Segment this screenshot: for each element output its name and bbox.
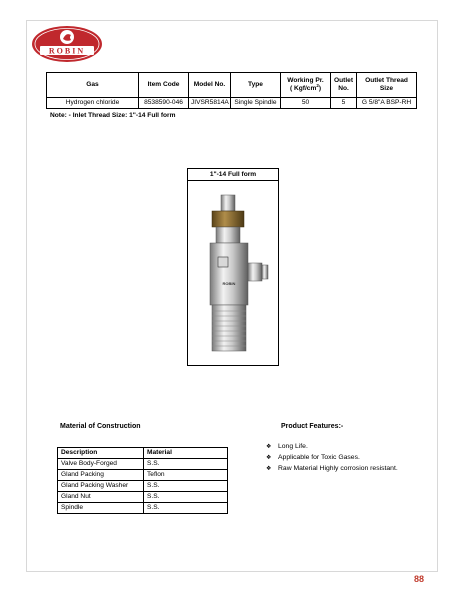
feature-text: Long Life. xyxy=(278,443,308,450)
header-outlet-no-line1: Outlet xyxy=(333,77,354,84)
cell-outlet-no: 5 xyxy=(331,98,357,109)
page-number: 88 xyxy=(414,574,425,584)
cell-working-pressure: 50 xyxy=(281,98,331,109)
table-row xyxy=(58,470,228,481)
figure-caption: 1"-14 Full form xyxy=(188,169,278,181)
material-table-header-row xyxy=(58,448,228,459)
cell-item-code: 8538590-046 xyxy=(139,98,189,109)
cell-material: S.S. xyxy=(144,481,228,492)
product-figure xyxy=(187,168,279,366)
header-outlet-no xyxy=(331,73,357,98)
header-description: Description xyxy=(58,448,144,459)
table-row xyxy=(58,492,228,503)
logo-text: ROBIN xyxy=(48,46,86,56)
valve-image xyxy=(188,181,278,365)
header-outlet-no-line2: No. xyxy=(338,85,349,92)
list-item xyxy=(266,441,398,452)
list-item xyxy=(266,463,398,474)
cell-outlet-thread: G 5/8"A BSP-RH xyxy=(357,98,417,109)
spec-table xyxy=(46,72,417,109)
header-model-no: Model No. xyxy=(189,73,231,98)
diamond-bullet-icon: ❖ xyxy=(266,466,272,472)
header-working-pressure-unit: ( Kgf/cm xyxy=(289,85,317,92)
inlet-thread-note: Note: - Inlet Thread Size: 1"-14 Full form xyxy=(50,112,176,119)
cell-description: Gland Nut xyxy=(58,492,144,503)
valve-engraving: ROBIN xyxy=(222,281,236,286)
header-working-pressure-sup: 2 xyxy=(316,82,319,88)
table-row xyxy=(47,98,417,109)
features-section-title: Product Features:- xyxy=(281,423,344,430)
material-table xyxy=(57,447,228,514)
cell-material: S.S. xyxy=(144,503,228,514)
cell-material: S.S. xyxy=(144,492,228,503)
table-row xyxy=(58,503,228,514)
table-row xyxy=(58,481,228,492)
table-row xyxy=(58,459,228,470)
material-section-title: Material of Construction xyxy=(60,423,141,430)
diamond-bullet-icon: ❖ xyxy=(266,455,272,461)
header-outlet-thread-line2: Size xyxy=(379,85,394,92)
header-type: Type xyxy=(231,73,281,98)
header-working-pressure-label: Working Pr. xyxy=(287,77,324,84)
cell-material: Teflon xyxy=(144,470,228,481)
spec-table-header-row xyxy=(47,73,417,98)
cell-description: Spindle xyxy=(58,503,144,514)
diamond-bullet-icon: ❖ xyxy=(266,444,272,450)
header-item-code: Item Code xyxy=(139,73,189,98)
header-working-pressure xyxy=(281,73,331,98)
cell-description: Gland Packing Washer xyxy=(58,481,144,492)
header-outlet-thread xyxy=(357,73,417,98)
header-outlet-thread-line1: Outlet Thread xyxy=(365,77,408,84)
feature-text: Applicable for Toxic Gases. xyxy=(278,454,360,461)
cell-description: Valve Body-Forged xyxy=(58,459,144,470)
feature-text: Raw Material Highly corrosion resistant. xyxy=(278,465,398,472)
header-working-pressure-close: ) xyxy=(318,85,322,92)
header-gas: Gas xyxy=(47,73,139,98)
cell-model-no: JIVSR5814A xyxy=(189,98,231,109)
header-material: Material xyxy=(144,448,228,459)
cell-material: S.S. xyxy=(144,459,228,470)
cell-type: Single Spindle xyxy=(231,98,281,109)
cell-gas: Hydrogen chloride xyxy=(47,98,139,109)
robin-logo xyxy=(30,24,104,64)
cell-description: Gland Packing xyxy=(58,470,144,481)
features-list xyxy=(266,441,398,474)
list-item xyxy=(266,452,398,463)
